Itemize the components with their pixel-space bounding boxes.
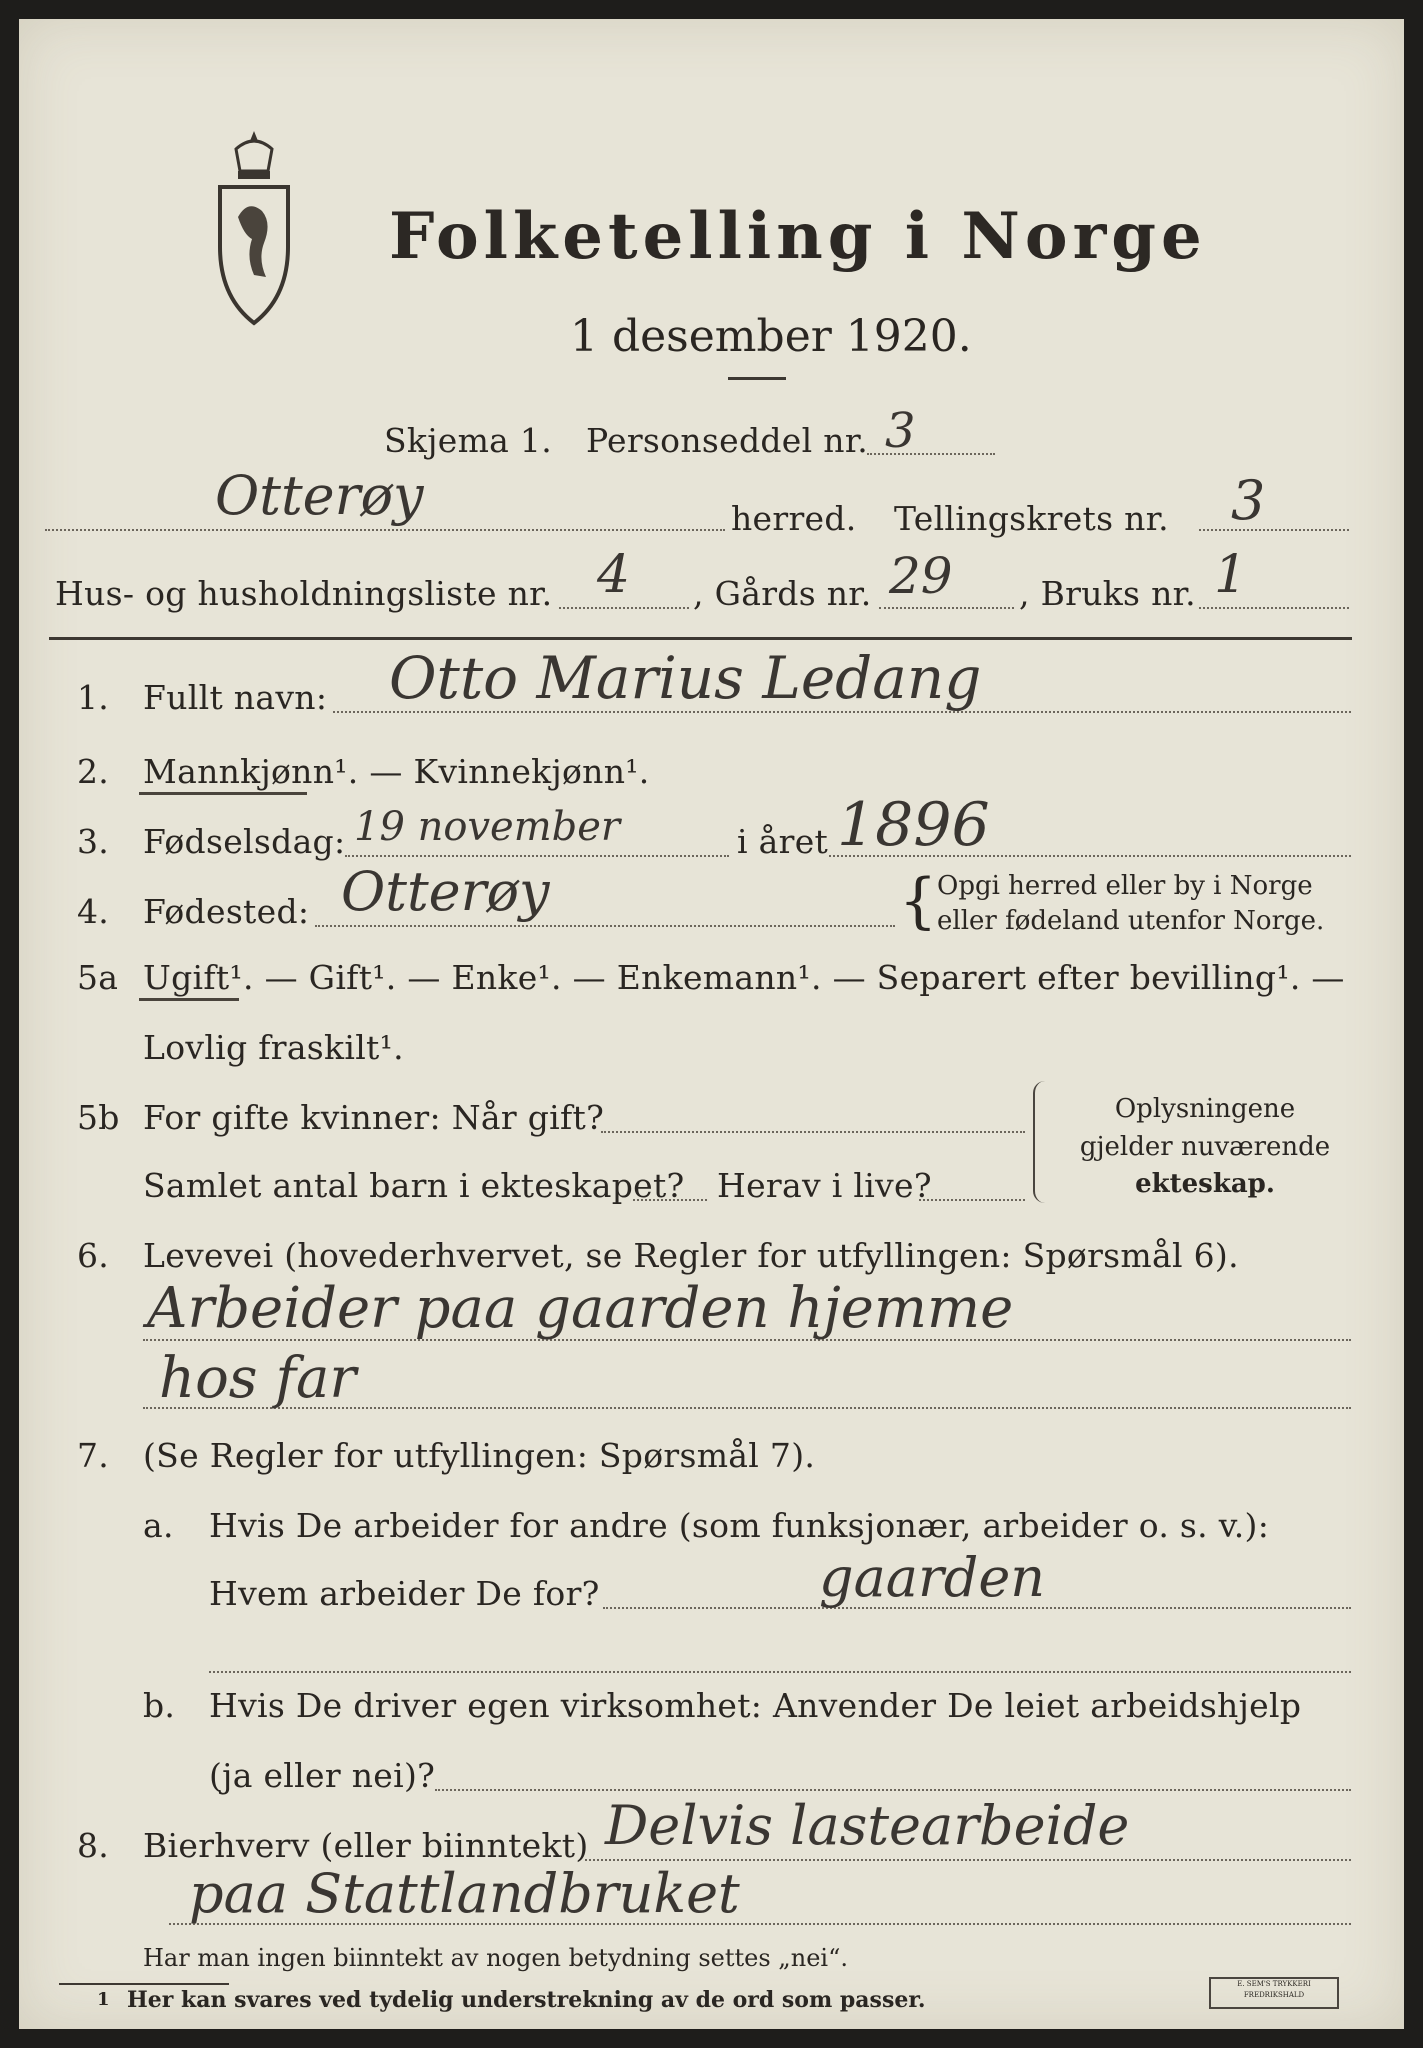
gards-number[interactable]: 29: [889, 547, 953, 605]
bruks-number[interactable]: 1: [1214, 545, 1248, 605]
q8-label: Bierhverv (eller biinntekt): [143, 1826, 589, 1865]
printer-line2: FREDRIKSHALD: [1243, 1990, 1305, 1999]
census-form-page: [19, 19, 1404, 2029]
q1-label: Fullt navn:: [143, 678, 328, 717]
q4-number: 4.: [77, 892, 110, 931]
q2-number: 2.: [77, 752, 110, 791]
q2-label: Mannkjønn¹. — Kvinnekjønn¹.: [143, 752, 650, 791]
birthday-value[interactable]: 19 november: [354, 804, 621, 850]
q4-brace: {: [899, 866, 938, 936]
q3-number: 3.: [77, 822, 110, 861]
footnote-divider: [59, 1983, 229, 1985]
q5b-line2a: Samlet antal barn i ekteskapet?: [143, 1166, 685, 1205]
q5b-note-line2: gjelder nuværende: [1079, 1131, 1331, 1162]
q5b-number: 5b: [77, 1098, 120, 1137]
q5a-line2: Lovlig fraskilt¹.: [143, 1028, 404, 1067]
q5b-line1: For gifte kvinner: Når gift?: [143, 1098, 605, 1137]
secondary-income-value-line2[interactable]: paa Stattlandbruket: [189, 1862, 740, 1925]
q5a-line1: Ugift¹. — Gift¹. — Enke¹. — Enkemann¹. — Separert efter bevilling¹. —: [143, 958, 1345, 997]
q7a-line2: Hvem arbeider De for?: [209, 1574, 600, 1613]
skjema-label: Skjema 1.: [384, 421, 553, 460]
tellingskrets-label: Tellingskrets nr.: [894, 499, 1169, 538]
footnote-text: Her kan svares ved tydelig understrekning av de ord som passer.: [127, 1987, 926, 2013]
census-date: 1 desember 1920.: [570, 311, 972, 362]
q4-label: Fødested:: [143, 892, 310, 931]
birth-year-value[interactable]: 1896: [837, 790, 990, 860]
employer-value[interactable]: gaarden: [819, 1546, 1046, 1609]
q7b-line1: Hvis De driver egen virksomhet: Anvender De leiet arbeidshjelp: [209, 1686, 1302, 1725]
gards-label: , Gårds nr.: [693, 574, 872, 613]
q5a-number: 5a: [77, 958, 119, 997]
q7-label: (Se Regler for utfyllingen: Spørsmål 7).: [143, 1436, 816, 1475]
husliste-label: Hus- og husholdningsliste nr.: [55, 574, 553, 613]
full-name-value[interactable]: Otto Marius Ledang: [389, 644, 982, 712]
birthplace-value[interactable]: Otterøy: [341, 860, 550, 923]
herred-value[interactable]: Otterøy: [215, 464, 424, 527]
q3-label: Fødselsdag:: [143, 822, 346, 861]
herred-label: herred.: [731, 499, 857, 538]
secondary-income-value-line1[interactable]: Delvis lastearbeide: [605, 1794, 1130, 1857]
q8-number: 8.: [77, 1826, 110, 1865]
occupation-value-line2[interactable]: hos far: [159, 1346, 357, 1411]
q7b-letter: b.: [143, 1686, 176, 1725]
q3-year-label: i året: [737, 822, 829, 861]
tellingskrets-number[interactable]: 3: [1231, 469, 1266, 532]
footnote-mark: 1: [97, 1989, 110, 2010]
coat-of-arms-icon: [214, 127, 294, 327]
q7-number: 7.: [77, 1436, 110, 1475]
form-title: Folketelling i Norge: [389, 199, 1207, 274]
ugift-underline: [139, 998, 239, 1001]
q7a-line1: Hvis De arbeider for andre (som funksjonær, arbeider o. s. v.):: [209, 1506, 1270, 1545]
q6-label: Levevei (hovederhvervet, se Regler for utfyllingen: Spørsmål 6).: [143, 1236, 1239, 1275]
q5b-note-line3: ekteskap.: [1135, 1169, 1275, 1200]
personseddel-number[interactable]: 3: [885, 403, 916, 459]
q5b-note-line1: Oplysningene: [1114, 1094, 1296, 1124]
printer-line1: E. SEM'S TRYKKERI: [1237, 1980, 1311, 1988]
q5b-line2b: Herav i live?: [717, 1166, 932, 1205]
husliste-number[interactable]: 4: [597, 545, 631, 605]
mannkjonn-underline: [139, 792, 307, 795]
footer-note: Har man ingen biinntekt av nogen betydning settes „nei“.: [143, 1944, 848, 1972]
header-divider: [49, 637, 1352, 640]
bruks-label: , Bruks nr.: [1019, 574, 1196, 613]
q7a-letter: a.: [143, 1506, 174, 1545]
occupation-value-line1[interactable]: Arbeider paa gaarden hjemme: [147, 1276, 1014, 1341]
q4-note-line1: Opgi herred eller by i Norge: [937, 871, 1313, 901]
q6-number: 6.: [77, 1236, 110, 1275]
q7b-line2: (ja eller nei)?: [209, 1756, 436, 1795]
q4-note-line2: eller fødeland utenfor Norge.: [937, 906, 1325, 937]
title-divider: [728, 377, 786, 380]
printer-stamp: [1209, 1977, 1339, 2009]
personseddel-label: Personseddel nr.: [586, 421, 869, 460]
q1-number: 1.: [77, 678, 110, 717]
